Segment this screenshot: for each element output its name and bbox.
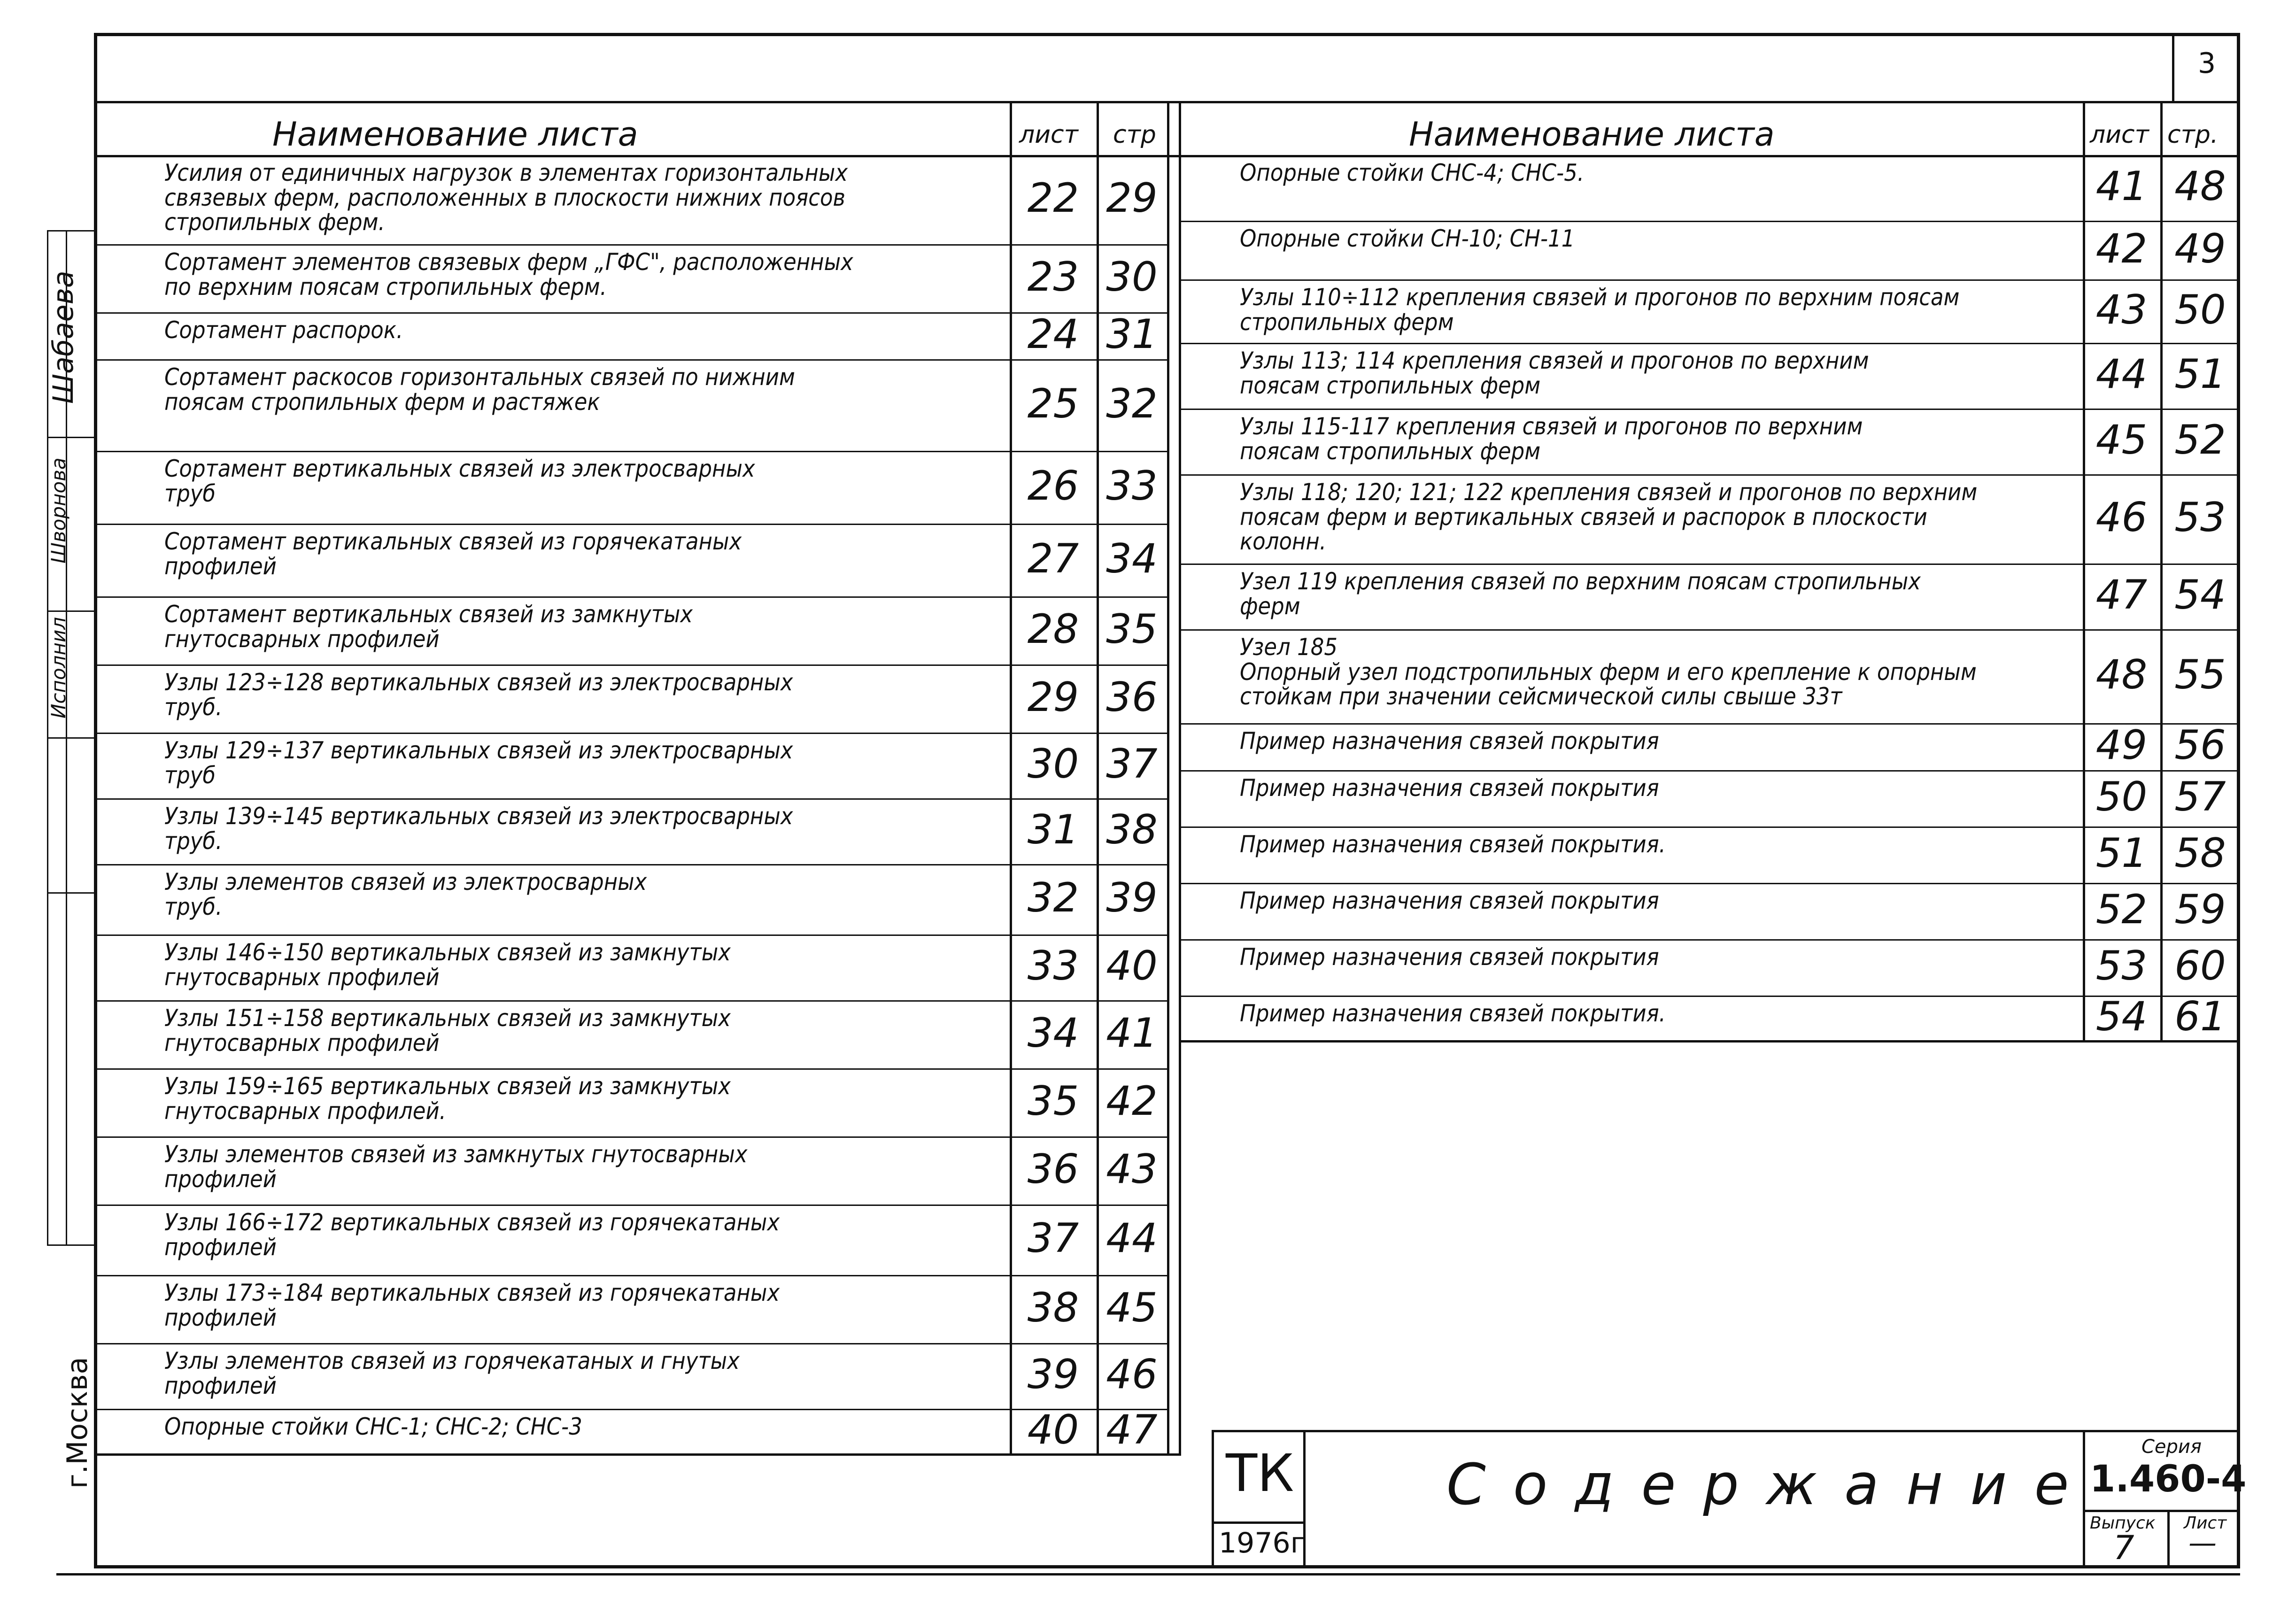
row-divider — [94, 244, 1169, 246]
row-title: Пример назначения связей покрытия. — [1240, 1000, 1666, 1027]
row-title: Узлы 123÷128 вертикальных связей из электросварных труб. — [164, 669, 793, 721]
row-title: Узлы 146÷150 вертикальных связей из замкнутых гнутосварных профилей — [164, 939, 731, 991]
row-sheet-number: 25 — [1027, 380, 1079, 427]
row-page-number: 52 — [2174, 417, 2226, 463]
row-divider — [1179, 564, 2240, 565]
side-city: г.Москва — [61, 1357, 94, 1489]
page-number: 3 — [2198, 47, 2216, 80]
row-title: Сортамент раскосов горизонтальных связей по нижним поясам стропильных ферм и растяжек — [164, 363, 795, 416]
row-divider — [94, 1136, 1169, 1138]
row-title: Узлы 113; 114 крепления связей и прогонов по верхним поясам стропильных ферм — [1240, 347, 1869, 399]
row-page-number: 56 — [2174, 722, 2226, 769]
row-sheet-number: 40 — [1027, 1406, 1079, 1453]
row-page-number: 51 — [2174, 351, 2226, 398]
row-title: Узел 119 крепления связей по верхним поясам стропильных ферм — [1240, 568, 1921, 620]
row-sheet-number: 51 — [2095, 830, 2148, 877]
row-sheet-number: 49 — [2095, 722, 2148, 769]
stamp-sheet-label: Лист — [2184, 1514, 2227, 1533]
row-sheet-number: 35 — [1027, 1077, 1079, 1125]
side-author: Шворнова — [47, 457, 70, 564]
row-sheet-number: 45 — [2095, 417, 2148, 463]
row-divider — [94, 451, 1169, 452]
row-divider — [94, 1000, 1169, 1002]
side-strip-rule-2 — [47, 437, 94, 438]
row-page-number: 48 — [2174, 163, 2226, 210]
row-sheet-number: 43 — [2095, 286, 2148, 333]
row-page-number: 49 — [2174, 225, 2226, 272]
right-table-bottom — [1179, 1040, 2240, 1043]
row-sheet-number: 23 — [1027, 253, 1079, 301]
row-title: Усилия от единичных нагрузок в элементах горизонтальных связевых ферм, расположенных в плоскости нижних поясов стропильных ферм. — [164, 159, 848, 236]
row-title: Пример назначения связей покрытия. — [1240, 831, 1666, 858]
sheet-bottom-rule — [56, 1573, 2240, 1575]
row-sheet-number: 33 — [1027, 942, 1079, 989]
row-divider — [1179, 883, 2240, 884]
right-header-rule — [1179, 155, 2240, 157]
row-page-number: 45 — [1106, 1284, 1158, 1331]
stamp-top-rule — [1212, 1430, 2240, 1432]
row-page-number: 29 — [1106, 175, 1158, 222]
row-page-number: 42 — [1106, 1077, 1158, 1125]
row-title: Узлы элементов связей из замкнутых гнутосварных профилей — [164, 1141, 748, 1193]
left-header-rule — [94, 155, 1179, 157]
side-strip-rule-3 — [47, 610, 94, 612]
row-title: Сортамент вертикальных связей из замкнутых гнутосварных профилей — [164, 601, 693, 653]
row-divider — [94, 1068, 1169, 1070]
row-sheet-number: 27 — [1027, 535, 1079, 582]
row-title: Опорные стойки СН-10; СН-11 — [1240, 225, 1575, 252]
row-divider — [1179, 723, 2240, 725]
row-page-number: 58 — [2174, 830, 2226, 877]
row-divider — [94, 1205, 1169, 1206]
side-strip-rule-6 — [47, 1244, 94, 1246]
row-divider — [1179, 629, 2240, 631]
row-sheet-number: 41 — [2095, 163, 2148, 210]
row-divider — [1179, 939, 2240, 941]
row-sheet-number: 37 — [1027, 1215, 1079, 1262]
row-title: Узлы 151÷158 вертикальных связей из замкнутых гнутосварных профилей — [164, 1004, 731, 1057]
row-page-number: 55 — [2174, 651, 2226, 698]
row-sheet-number: 50 — [2095, 773, 2148, 820]
row-title: Сортамент элементов связевых ферм „ГФС", расположенных по верхним поясам стропильных ферм. — [164, 248, 853, 301]
row-title: Узлы 118; 120; 121; 122 крепления связей и прогонов по верхним поясам ферм и вертикальных связей и распорок в плоскости колонн. — [1240, 479, 1978, 555]
row-sheet-number: 38 — [1027, 1284, 1079, 1331]
stamp-org: ТК — [1226, 1443, 1294, 1503]
row-page-number: 34 — [1106, 535, 1158, 582]
row-sheet-number: 36 — [1027, 1145, 1079, 1193]
row-divider — [94, 312, 1169, 314]
row-title: Пример назначения связей покрытия — [1240, 943, 1659, 971]
row-title: Сортамент вертикальных связей из электросварных труб — [164, 455, 755, 507]
row-page-number: 59 — [2174, 886, 2226, 933]
row-page-number: 37 — [1106, 741, 1158, 788]
row-title: Пример назначения связей покрытия — [1240, 774, 1659, 802]
row-sheet-number: 39 — [1027, 1351, 1079, 1398]
row-sheet-number: 48 — [2095, 651, 2148, 698]
row-page-number: 44 — [1106, 1215, 1158, 1262]
stamp-year: 1976г — [1219, 1527, 1306, 1560]
row-sheet-number: 52 — [2095, 886, 2148, 933]
row-page-number: 41 — [1106, 1009, 1158, 1057]
row-page-number: 54 — [2174, 571, 2226, 618]
row-page-number: 57 — [2174, 773, 2226, 820]
row-sheet-number: 30 — [1027, 741, 1079, 788]
row-page-number: 61 — [2174, 993, 2226, 1040]
row-sheet-number: 54 — [2095, 993, 2148, 1040]
row-divider — [94, 864, 1169, 865]
row-divider — [1179, 279, 2240, 281]
row-page-number: 60 — [2174, 942, 2226, 989]
row-page-number: 30 — [1106, 253, 1158, 301]
left-table-right-edge-2 — [1167, 101, 1169, 1453]
row-page-number: 47 — [1106, 1406, 1158, 1453]
row-sheet-number: 42 — [2095, 225, 2148, 272]
row-divider — [94, 664, 1169, 666]
row-divider — [1179, 826, 2240, 828]
left-col-name-header: Наименование листа — [272, 115, 638, 154]
stamp-series-divider — [2083, 1430, 2085, 1568]
row-sheet-number: 53 — [2095, 942, 2148, 989]
right-col-sheet-header: лист — [2090, 121, 2149, 149]
stamp-series-label: Серия — [2141, 1436, 2202, 1458]
row-divider — [1179, 474, 2240, 476]
row-divider — [94, 798, 1169, 800]
row-divider — [1179, 343, 2240, 344]
row-divider — [1179, 221, 2240, 222]
row-page-number: 39 — [1106, 874, 1158, 921]
row-divider — [94, 934, 1169, 936]
row-divider — [1179, 770, 2240, 772]
right-col-name-header: Наименование листа — [1409, 115, 1775, 154]
stamp-left-edge — [1212, 1430, 1214, 1568]
stamp-series-rule — [2083, 1510, 2240, 1512]
row-title: Узлы 173÷184 вертикальных связей из горячекатаных профилей — [164, 1279, 780, 1331]
row-page-number: 33 — [1106, 462, 1158, 510]
row-sheet-number: 28 — [1027, 605, 1079, 653]
row-sheet-number: 34 — [1027, 1009, 1079, 1057]
row-divider — [94, 1409, 1169, 1410]
row-title: Узлы 129÷137 вертикальных связей из электросварных труб — [164, 737, 793, 789]
row-page-number: 31 — [1106, 311, 1158, 358]
side-executor: Исполнил — [47, 617, 70, 718]
row-page-number: 46 — [1106, 1351, 1158, 1398]
row-sheet-number: 29 — [1027, 673, 1079, 721]
row-divider — [94, 1343, 1169, 1344]
row-title: Пример назначения связей покрытия — [1240, 887, 1659, 914]
side-strip-rule-4 — [47, 737, 94, 739]
page-number-divider — [2172, 33, 2174, 103]
row-page-number: 50 — [2174, 286, 2226, 333]
left-col-sheet-header: лист — [1019, 121, 1078, 149]
stamp-issue-label: Выпуск — [2090, 1514, 2156, 1533]
side-strip-rule-5 — [47, 892, 94, 894]
row-title: Узлы элементов связей из электросварных труб. — [164, 868, 647, 920]
row-sheet-number: 22 — [1027, 175, 1079, 222]
row-title: Узлы 139÷145 вертикальных связей из электросварных труб. — [164, 803, 793, 855]
row-divider — [94, 1275, 1169, 1276]
row-divider — [94, 596, 1169, 598]
side-checked-signature: Шабаева — [47, 270, 80, 404]
row-title: Опорные стойки СНС-4; СНС-5. — [1240, 159, 1585, 186]
side-strip-rule-1 — [47, 230, 94, 232]
row-title: Узлы 166÷172 вертикальных связей из горячекатаных профилей — [164, 1209, 780, 1261]
row-title: Узел 185 Опорный узел подстропильных ферм и его крепление к опорным стойкам при значении сейсмической силы свыше 33т — [1240, 633, 1977, 710]
row-page-number: 36 — [1106, 673, 1158, 721]
row-page-number: 32 — [1106, 380, 1158, 427]
row-title: Узлы 115-117 крепления связей и прогонов по верхним поясам стропильных ферм — [1240, 413, 1863, 465]
stamp-org-rule — [1212, 1521, 1303, 1524]
row-divider — [94, 733, 1169, 734]
row-title: Опорные стойки СНС-1; СНС-2; СНС-3 — [164, 1413, 582, 1440]
left-table-bottom — [94, 1453, 1181, 1456]
left-col-page-header: стр — [1113, 121, 1156, 149]
row-title: Узлы 159÷165 вертикальных связей из замкнутых гнутосварных профилей. — [164, 1073, 731, 1125]
stamp-issue-divider — [2167, 1510, 2170, 1568]
stamp-sheet: — — [2188, 1527, 2217, 1560]
row-divider — [94, 524, 1169, 525]
row-page-number: 43 — [1106, 1145, 1158, 1193]
row-divider — [94, 359, 1169, 361]
row-sheet-number: 32 — [1027, 874, 1079, 921]
stamp-series: 1.460-4 — [2090, 1458, 2247, 1500]
row-divider — [1179, 996, 2240, 997]
stamp-title: С о д е р ж а н и е — [1446, 1452, 2074, 1518]
row-sheet-number: 47 — [2095, 571, 2148, 618]
row-title: Узлы элементов связей из горячекатаных и гнутых профилей — [164, 1347, 740, 1399]
left-table-right-edge — [1179, 101, 1181, 1453]
row-sheet-number: 31 — [1027, 806, 1079, 853]
row-page-number: 38 — [1106, 806, 1158, 853]
row-sheet-number: 24 — [1027, 311, 1079, 358]
row-title: Пример назначения связей покрытия — [1240, 727, 1659, 755]
row-sheet-number: 26 — [1027, 462, 1079, 510]
stamp-issue: 7 — [2113, 1529, 2134, 1567]
row-sheet-number: 44 — [2095, 351, 2148, 398]
row-page-number: 35 — [1106, 605, 1158, 653]
row-title: Сортамент распорок. — [164, 317, 403, 344]
row-divider — [1179, 409, 2240, 410]
row-page-number: 53 — [2174, 494, 2226, 541]
row-title: Сортамент вертикальных связей из горячекатаных профилей — [164, 528, 742, 580]
row-title: Узлы 110÷112 крепления связей и прогонов по верхним поясам стропильных ферм — [1240, 284, 1960, 336]
right-col-page-header: стр. — [2167, 121, 2219, 149]
row-page-number: 40 — [1106, 942, 1158, 989]
row-sheet-number: 46 — [2095, 494, 2148, 541]
